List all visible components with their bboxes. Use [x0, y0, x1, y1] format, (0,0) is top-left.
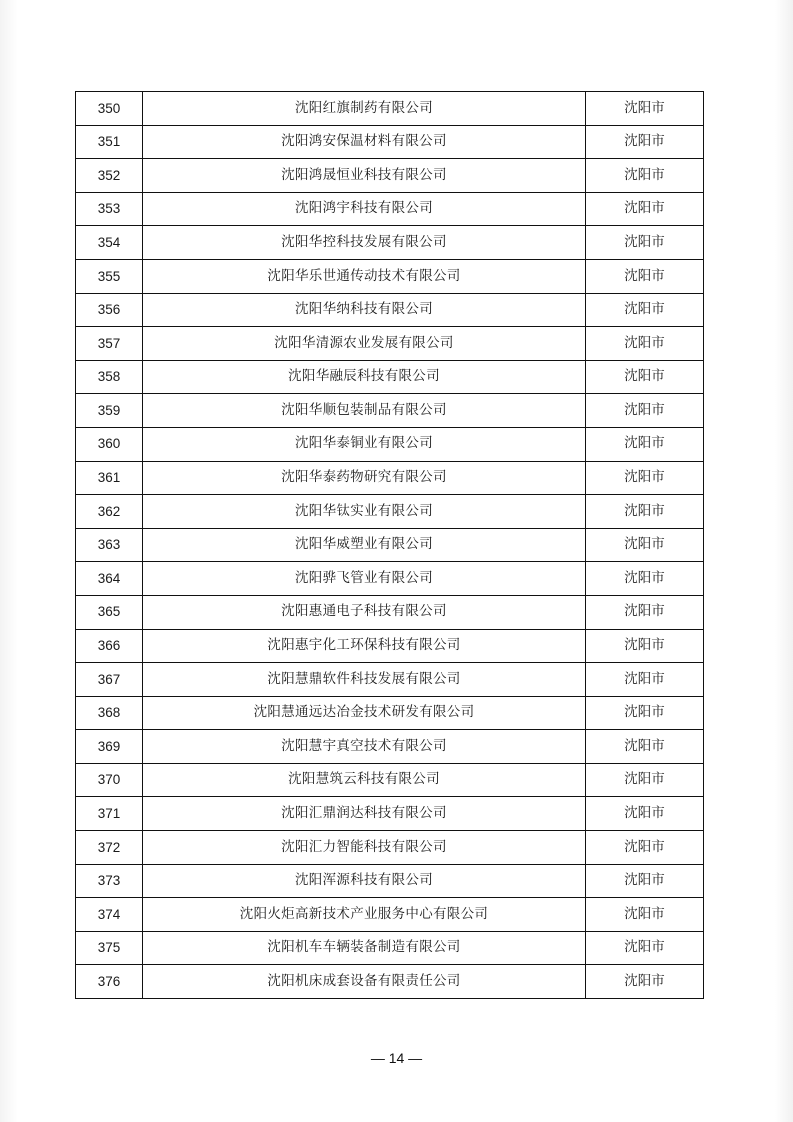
table-row: [76, 562, 704, 596]
region-cell: 沈阳市: [586, 595, 704, 629]
region-cell: 沈阳市: [586, 427, 704, 461]
row-number-cell: 374: [76, 898, 143, 932]
row-number-cell: 367: [76, 663, 143, 697]
region-cell: 沈阳市: [586, 293, 704, 327]
company-name-cell: 沈阳华纳科技有限公司: [143, 293, 586, 327]
company-name-cell: 沈阳机车车辆装备制造有限公司: [143, 931, 586, 965]
table-row: [76, 831, 704, 865]
table-row: [76, 461, 704, 495]
company-name-cell: 沈阳华钛实业有限公司: [143, 495, 586, 529]
company-name-cell: 沈阳华顺包装制品有限公司: [143, 394, 586, 428]
region-cell: 沈阳市: [586, 327, 704, 361]
company-name-cell: 沈阳鸿宇科技有限公司: [143, 192, 586, 226]
region-cell: 沈阳市: [586, 125, 704, 159]
table-row: [76, 629, 704, 663]
table-row: [76, 427, 704, 461]
row-number-cell: 376: [76, 965, 143, 999]
row-number-cell: 366: [76, 629, 143, 663]
company-name-cell: 沈阳惠宇化工环保科技有限公司: [143, 629, 586, 663]
company-name-cell: 沈阳红旗制药有限公司: [143, 92, 586, 126]
table-row: [76, 394, 704, 428]
table-row: [76, 797, 704, 831]
company-name-cell: 沈阳华清源农业发展有限公司: [143, 327, 586, 361]
table-row: [76, 864, 704, 898]
company-name-cell: 沈阳惠通电子科技有限公司: [143, 595, 586, 629]
row-number-cell: 359: [76, 394, 143, 428]
region-cell: 沈阳市: [586, 931, 704, 965]
region-cell: 沈阳市: [586, 259, 704, 293]
region-cell: 沈阳市: [586, 864, 704, 898]
company-name-cell: 沈阳慧通远达冶金技术研发有限公司: [143, 696, 586, 730]
company-name-cell: 沈阳浑源科技有限公司: [143, 864, 586, 898]
region-cell: 沈阳市: [586, 360, 704, 394]
company-name-cell: 沈阳汇力智能科技有限公司: [143, 831, 586, 865]
region-cell: 沈阳市: [586, 495, 704, 529]
region-cell: 沈阳市: [586, 797, 704, 831]
company-name-cell: 沈阳华乐世通传动技术有限公司: [143, 259, 586, 293]
region-cell: 沈阳市: [586, 898, 704, 932]
region-cell: 沈阳市: [586, 763, 704, 797]
region-cell: 沈阳市: [586, 192, 704, 226]
row-number-cell: 363: [76, 528, 143, 562]
row-number-cell: 356: [76, 293, 143, 327]
row-number-cell: 350: [76, 92, 143, 126]
row-number-cell: 365: [76, 595, 143, 629]
row-number-cell: 353: [76, 192, 143, 226]
page-number: — 14 —: [370, 1050, 423, 1066]
table-row: [76, 696, 704, 730]
company-name-cell: 沈阳汇鼎润达科技有限公司: [143, 797, 586, 831]
company-name-cell: 沈阳华威塑业有限公司: [143, 528, 586, 562]
region-cell: 沈阳市: [586, 562, 704, 596]
table-row: [76, 125, 704, 159]
table-row: [76, 898, 704, 932]
company-table-body: [76, 92, 704, 999]
row-number-cell: 355: [76, 259, 143, 293]
row-number-cell: 361: [76, 461, 143, 495]
table-row: [76, 730, 704, 764]
row-number-cell: 364: [76, 562, 143, 596]
region-cell: 沈阳市: [586, 629, 704, 663]
row-number-cell: 357: [76, 327, 143, 361]
table-row: [76, 595, 704, 629]
row-number-cell: 369: [76, 730, 143, 764]
row-number-cell: 375: [76, 931, 143, 965]
region-cell: 沈阳市: [586, 831, 704, 865]
row-number-cell: 371: [76, 797, 143, 831]
row-number-cell: 358: [76, 360, 143, 394]
company-name-cell: 沈阳慧宇真空技术有限公司: [143, 730, 586, 764]
table-row: [76, 360, 704, 394]
company-list-table: [75, 91, 704, 999]
row-number-cell: 373: [76, 864, 143, 898]
table-row: [76, 92, 704, 126]
table-row: [76, 192, 704, 226]
company-name-cell: 沈阳机床成套设备有限责任公司: [143, 965, 586, 999]
region-cell: 沈阳市: [586, 663, 704, 697]
region-cell: 沈阳市: [586, 159, 704, 193]
table-row: [76, 293, 704, 327]
company-name-cell: 沈阳鸿晟恒业科技有限公司: [143, 159, 586, 193]
company-name-cell: 沈阳华融辰科技有限公司: [143, 360, 586, 394]
table-row: [76, 226, 704, 260]
region-cell: 沈阳市: [586, 696, 704, 730]
company-name-cell: 沈阳华控科技发展有限公司: [143, 226, 586, 260]
region-cell: 沈阳市: [586, 730, 704, 764]
table-row: [76, 663, 704, 697]
table-row: [76, 259, 704, 293]
company-name-cell: 沈阳骅飞管业有限公司: [143, 562, 586, 596]
company-name-cell: 沈阳华泰铜业有限公司: [143, 427, 586, 461]
table-row: [76, 159, 704, 193]
company-name-cell: 沈阳火炬高新技术产业服务中心有限公司: [143, 898, 586, 932]
row-number-cell: 354: [76, 226, 143, 260]
row-number-cell: 362: [76, 495, 143, 529]
region-cell: 沈阳市: [586, 92, 704, 126]
region-cell: 沈阳市: [586, 528, 704, 562]
row-number-cell: 360: [76, 427, 143, 461]
row-number-cell: 372: [76, 831, 143, 865]
row-number-cell: 352: [76, 159, 143, 193]
company-name-cell: 沈阳华泰药物研究有限公司: [143, 461, 586, 495]
company-name-cell: 沈阳慧鼎软件科技发展有限公司: [143, 663, 586, 697]
row-number-cell: 368: [76, 696, 143, 730]
table-row: [76, 495, 704, 529]
table-row: [76, 528, 704, 562]
region-cell: 沈阳市: [586, 965, 704, 999]
region-cell: 沈阳市: [586, 226, 704, 260]
table-row: [76, 327, 704, 361]
table-row: [76, 763, 704, 797]
table-row: [76, 931, 704, 965]
region-cell: 沈阳市: [586, 461, 704, 495]
company-name-cell: 沈阳慧筑云科技有限公司: [143, 763, 586, 797]
region-cell: 沈阳市: [586, 394, 704, 428]
table-row: [76, 965, 704, 999]
row-number-cell: 370: [76, 763, 143, 797]
company-name-cell: 沈阳鸿安保温材料有限公司: [143, 125, 586, 159]
row-number-cell: 351: [76, 125, 143, 159]
